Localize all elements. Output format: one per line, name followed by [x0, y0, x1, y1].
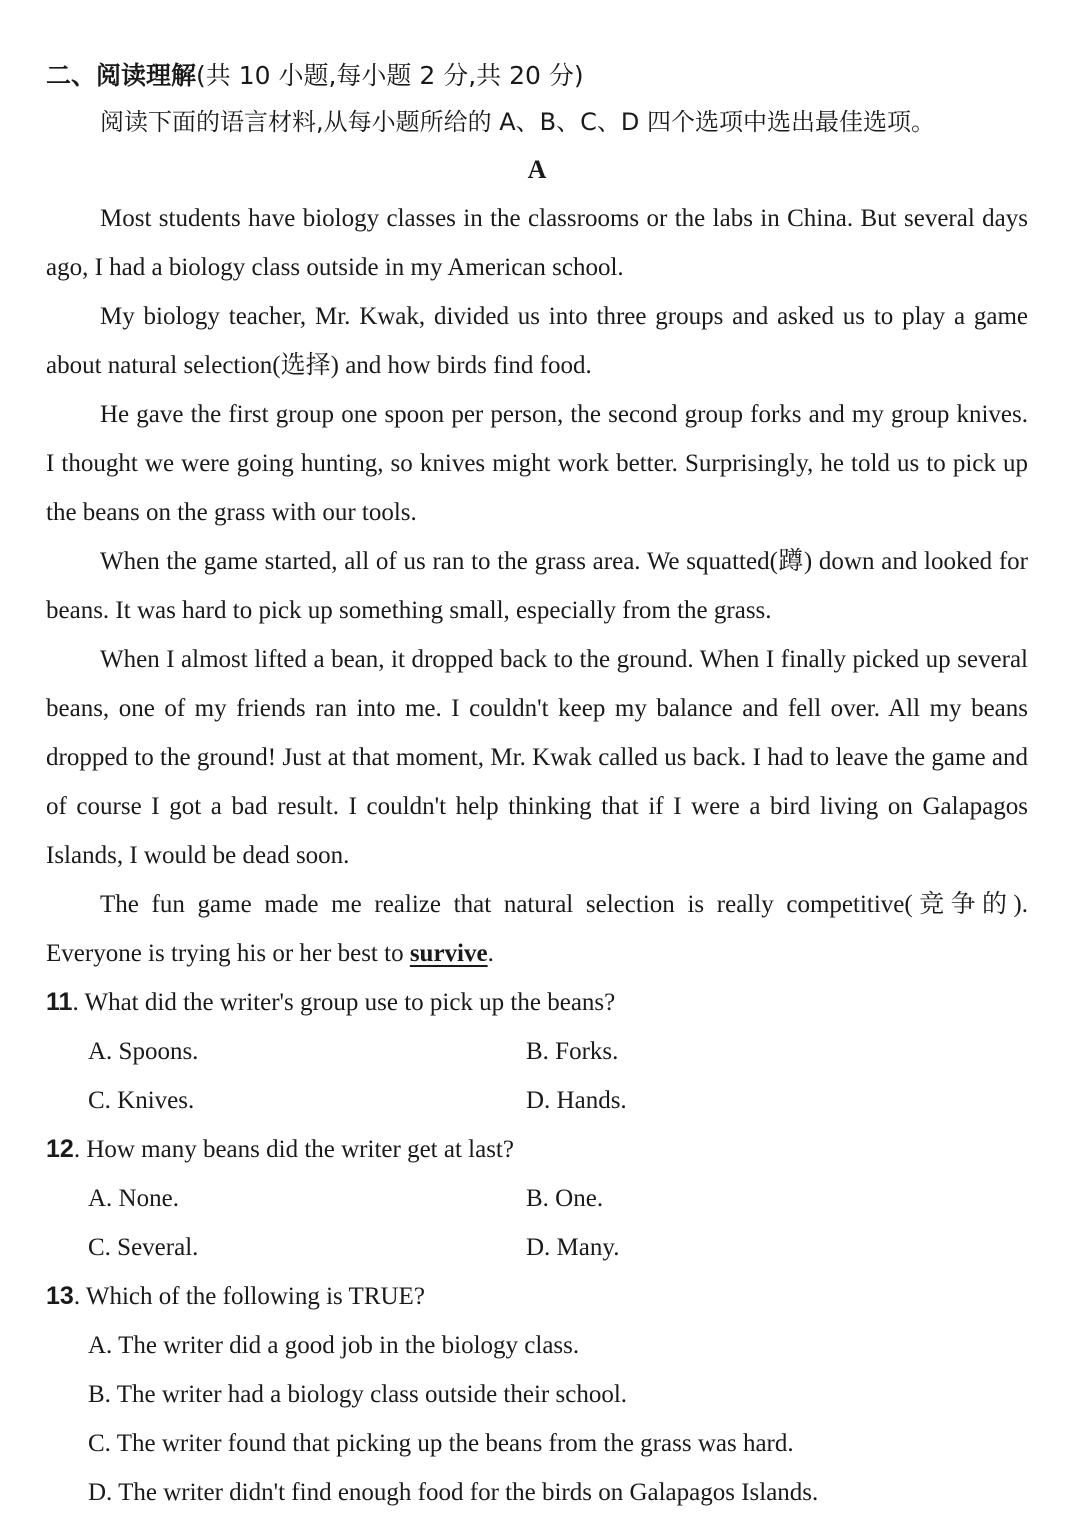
question-number: 13: [46, 1282, 74, 1310]
option-d: D. The writer didn't find enough food for the birds on Galapagos Islands.: [88, 1479, 819, 1506]
option-a: A. None.: [88, 1185, 179, 1212]
option-b: B. The writer had a biology class outside their school.: [88, 1381, 628, 1408]
passage-paragraph-5: When I almost lifted a bean, it dropped back to the ground. When I finally picked up several beans, one of my friends ran into me. I couldn't keep my balance and fell over. All my beans dropped to the ground! Just at that moment, Mr. Kwak called us back. I had to leave the game and of course I got a bad result. I couldn't help thinking that if I were a bird living on Galapagos Islands, I would be dead soon.: [46, 646, 1028, 869]
question-text: . What did the writer's group use to pick up the beans?: [72, 989, 616, 1016]
question-13: [46, 1272, 1028, 1517]
question-options: [46, 1174, 1028, 1272]
passage-paragraph-4: When the game started, all of us ran to the grass area. We squatted(蹲) down and looked for beans. It was hard to pick up something small, especially from the grass.: [46, 548, 1028, 624]
option-b: B. Forks.: [526, 1038, 619, 1065]
section-title: 二、阅读理解: [46, 61, 197, 90]
question-options: [46, 1027, 1028, 1125]
option-c: C. Several.: [88, 1234, 199, 1261]
question-options: [46, 1321, 1028, 1517]
passage-paragraph-1: Most students have biology classes in the classrooms or the labs in China. But several days ago, I had a biology class outside in my American school.: [46, 205, 1028, 281]
option-c: C. The writer found that picking up the beans from the grass was hard.: [88, 1430, 794, 1457]
question-11: [46, 978, 1028, 1125]
section-instruction: 阅读下面的语言材料,从每小题所给的 A、B、C、D 四个选项中选出最佳选项。: [100, 108, 936, 136]
passage-paragraph-2: My biology teacher, Mr. Kwak, divided us into three groups and asked us to play a game about natural selection(选择) and how birds find food.: [46, 303, 1028, 379]
section-heading: [46, 56, 1028, 96]
question-stem: [46, 1272, 1028, 1321]
passage-paragraph-6: [46, 880, 1028, 978]
passage-paragraph-6-text: The fun game made me realize that natural selection is really competitive(竞争的). Everyone is trying his or her best to: [46, 891, 1028, 967]
option-a: A. Spoons.: [88, 1038, 199, 1065]
option-d: D. Many.: [526, 1234, 620, 1261]
option-a: A. The writer did a good job in the biology class.: [88, 1332, 580, 1359]
question-number: 12: [46, 1135, 74, 1163]
question-number: 11: [46, 988, 73, 1016]
question-stem: [46, 1125, 1028, 1174]
keyword-survive: survive: [409, 940, 488, 967]
exam-page: [46, 56, 1028, 1517]
section-scoring: (共 10 小题,每小题 2 分,共 20 分): [196, 61, 584, 90]
passage-paragraph-3: He gave the first group one spoon per person, the second group forks and my group knives. I thought we were going hunting, so knives might work better. Surprisingly, he told us to pick up the beans on the grass with our tools.: [46, 401, 1028, 526]
question-text: . Which of the following is TRUE?: [73, 1283, 425, 1310]
question-text: . How many beans did the writer get at last?: [73, 1136, 514, 1163]
question-12: [46, 1125, 1028, 1272]
passage-letter: A: [527, 155, 547, 184]
option-d: D. Hands.: [526, 1087, 627, 1114]
passage-end-punctuation: .: [487, 940, 494, 967]
option-b: B. One.: [526, 1185, 604, 1212]
option-c: C. Knives.: [88, 1087, 195, 1114]
question-stem: [46, 978, 1028, 1027]
passage-body: [46, 194, 1028, 978]
